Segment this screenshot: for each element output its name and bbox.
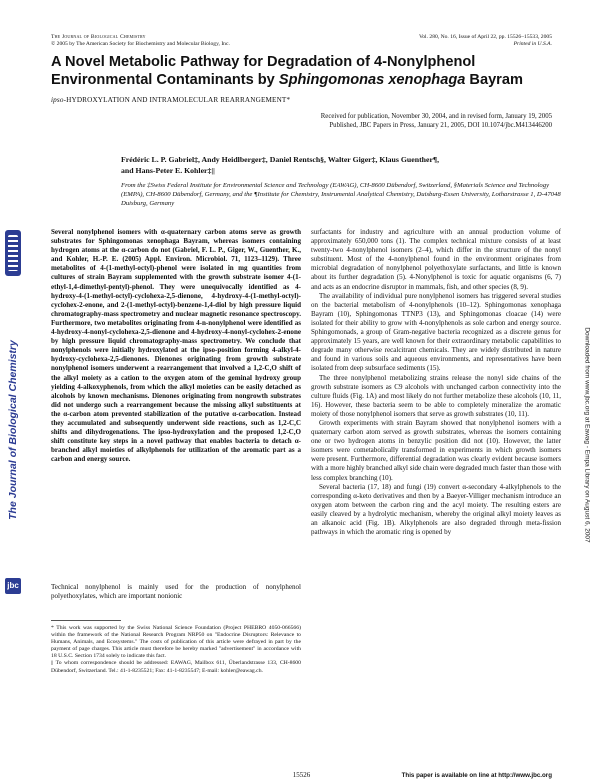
authors-line-2: and Hans-Peter E. Kohler‡|| — [121, 166, 215, 175]
title-line-2-plain: Environmental Contaminants by — [51, 71, 279, 88]
availability-link[interactable]: This paper is available on line at http://www.jbc.org — [401, 772, 552, 779]
footnotes — [51, 625, 301, 675]
intro-paragraph-left: Technical nonylphenol is mainly used for the production of nonylphenol polyethoxylates, which are important nonionic — [51, 583, 301, 601]
subtitle-rest: -HYDROXYLATION AND INTRAMOLECULAR REARRANGEMENT* — [63, 96, 291, 104]
title-line-2 — [51, 72, 561, 90]
abstract: Several nonylphenol isomers with α-quaternary carbon atoms serve as growth substrates for Sphingomonas xenophaga Bayram, whereas isomers containing hydrogen atoms at the α-carbon do not (Gabriel, F. L. P., Giger, W., Guenther, K., and Kohler, H.-P. E. (2005) Appl. Environ. Microbiol. 71, 1123–1129). Three metabolites of 4-(1-methyl-octyl)-phenol were isolated in mg quantities from cultures of strain Bayram supplemented with the growth substrate isomer 4-(1-ethyl-1,4-dimethyl-pentyl)-phenol. They were unequivocally identified as 4-hydroxy-4-(1-methyl-octyl)-cyclohexa-2,5-dienone, 4-hydroxy-4-(1-methyl-octyl)-cyclohex-2-enone, and 2-(1-methyl-octyl)-benzene-1,4-diol by high pressure liquid chromatography-mass spectrometry and nuclear magnetic resonance spectroscopy. Furthermore, two metabolites originating from 4-n-nonylphenol were identified as 4-hydroxy-4-nonyl-cyclohexa-2,5-dienone and 4-hydroxy-4-nonyl-cyclohex-2-enone by high pressure liquid chromatography-mass spectrometry. We conclude that nonylphenols were initially hydroxylated at the ipso-position forming 4-alkyl-4-hydroxy-cyclohexa-2,5-dienones. Dienones originating from growth substrate nonylphenol isomers underwent a rearrangement that involved a 1,2-C,O shift of the alkyl moiety as a cation to the oxygen atom of the geminal hydroxy group yielding 4-alkoxyphenols, from which the alkyl moieties can be easily detached as alcohols by known mechanisms. Dienones originating from nongrowth substrates did not undergo such a rearrangement because the missing alkyl substituents at the α-carbon atom prevented stabilization of the putative α-carbocation. Instead they accumulated and subsequently underwent side reactions, such as 1,2-C,C shifts and dihydrogenations. The ipso-hydroxylation and the proposed 1,2-C,O shift constitute key steps in a novel pathway that enables bacteria to detach α-branched alkyl moieties of alkylphenols for utilization of the aromatic part as a carbon and energy source. — [51, 228, 301, 464]
affiliations: From the ‡Swiss Federal Institute for Environmental Science and Technology (EAWAG), CH-8600 Dübendorf, Switzerland, §Materials Science and Technology (EMPA), CH-8600 Dübendorf, Germany, and the ¶Institute for Chemistry, Instrumental Analytical Chemistry, Duisburg-Essen University, Lotharstrasse 1, D-47048 Duisburg, Germany — [121, 182, 561, 207]
footnote-rule — [51, 620, 121, 621]
article-subtitle — [51, 96, 290, 104]
article-title — [51, 54, 561, 89]
journal-header — [51, 34, 230, 48]
title-line-1: A Novel Metabolic Pathway for Degradation of 4-Nonylphenol — [51, 54, 476, 70]
body-paragraph: Growth experiments with strain Bayram showed that nonylphenol isomers with a quaternary carbon atom served as growth substrates, whereas the isomers containing one or two hydrogen atoms in benzylic position did not (10). However, the latter isomers were cometabolically transformed in experiments in which growth isomers were present. Furthermore, differential degradation was clearly evident because isomers with a more highly branched alkyl side chain were degraded much faster than those with less complex branching (10). — [311, 418, 561, 482]
received-line: Received for publication, November 30, 2004, and in revised form, January 19, 2005 — [320, 113, 552, 120]
volume-info: Vol. 280, No. 16, Issue of April 22, pp. 15526–15533, 2005 — [418, 34, 552, 40]
journal-name: The Journal of Biological Chemistry — [51, 34, 146, 40]
body-paragraph: surfactants for industry and agriculture with an annual production volume of approximately 650,000 tons (1). The complex technical mixture consists of at least twenty-two 4-nonylphenol isomers (2–4), which differ in the structure of the nonyl substituent. Most of the 4-nonylphenol found in the environment originates from microbial degradation of nonylphenol polyethoxylate surfactants, and little is known about its further degradation (5). 4-Nonylphenol is toxic for aquatic organisms (6, 7) and acts as an endocrine disruptor in mammals, fish, and other species (8, 9). — [311, 228, 561, 291]
journal-vertical-text: The Journal of Biological Chemistry — [7, 340, 19, 520]
volume-header — [419, 34, 552, 48]
jbc-badge-icon: jbc — [5, 578, 21, 594]
body-paragraph: The three nonylphenol metabolizing strains release the nonyl side chains of the growth substrate isomers as C9 alcohols with unchanged carbon connectivity into the culture fluids (Fig. 1A) and most likely do not further metabolize these alcohols (10, 11, 16). However, these bacteria seem to be able to completely mineralize the aromatic moiety of those nonylphenol isomers that serve as growth substrates (10, 11). — [311, 373, 561, 418]
printed-in: Printed in U.S.A. — [513, 41, 552, 47]
author-list — [121, 154, 561, 176]
subtitle-italic: ipso — [51, 96, 64, 104]
title-species: Sphingomonas xenophaga — [278, 71, 466, 88]
body-right-column — [311, 228, 561, 537]
download-watermark-text: Downloaded from www.jbc.org at Eawag - Empa Library on August 6, 2007 — [583, 327, 591, 543]
title-strain: Bayram — [465, 71, 523, 88]
page-number: 15526 — [292, 771, 311, 779]
footnote-funding: * This work was supported by the Swiss National Science Foundation (Project PHEBRO 4050-066566) within the framework of the National Research Program NRP50 on "Endocrine Disruptors: Relevance to Humans, Animals, and Ecosystems." The costs of publication of this article were defrayed in part by the payment of page charges. This article must therefore be hereby marked "advertisement" in accordance with 18 U.S.C. Section 1734 solely to indicate this fact. — [51, 625, 301, 660]
journal-vertical-banner — [2, 290, 24, 570]
download-watermark — [575, 230, 599, 640]
copyright-line: © 2005 by The American Society for Biochemistry and Molecular Biology, Inc. — [51, 41, 230, 47]
published-line: Published, JBC Papers in Press, January 21, 2005, DOI 10.1074/jbc.M413446200 — [329, 122, 552, 129]
body-paragraph: Several bacteria (17, 18) and fungi (19) convert α-secondary 4-alkylphenols to the corresponding α-keto derivatives and then by a Baeyer-Villiger mechanism introduce an oxygen atom between the carbon ring and the acyl moiety. The resulting esters are easily cleaved by a hydrolytic mechanism, whereby the original alkyl moiety leaves as an alkanoic acid (Fig. 1B). Alkylphenols are also degraded through meta-fission pathways in which the aromatic ring is opened by — [311, 482, 561, 537]
jbc-logo-icon — [5, 230, 21, 276]
footnote-correspondence: || To whom correspondence should be addressed: EAWAG, Mailbox 611, Überlandstrasse 133, CH-8600 Dübendorf, Switzerland. Tel.: 41-1-8235521; Fax: 41-1-8235547; E-mail: kohler@eawag.ch. — [51, 660, 301, 674]
body-paragraph: The availability of individual pure nonylphenol isomers has triggered several studies on the bacterial metabolism of 4-nonylphenols (10–12). Sphingomonas xenophaga Bayram (10), Sphingomonas TTNP3 (13), and Sphingomonas cloacae (14) were isolated for their ability to grow with 4-nonylphenols as sole carbon and energy source. Sphingomonads, a group of Gram-negative bacteria recognized as a discrete genus for approximately 15 years, are well known for their extraordinary metabolic capabilities to degrade many otherwise recalcitrant chemicals. They are widely distributed in nature and found in various soils and aqueous environments, and representatives have been isolated from deep subsurface sediments (15). — [311, 291, 561, 373]
authors-line-1: Frédéric L. P. Gabriel‡, Andy Heidlberger‡, Daniel Rentsch§, Walter Giger‡, Klaus Guenther¶, — [121, 155, 440, 164]
received-info — [132, 112, 552, 130]
